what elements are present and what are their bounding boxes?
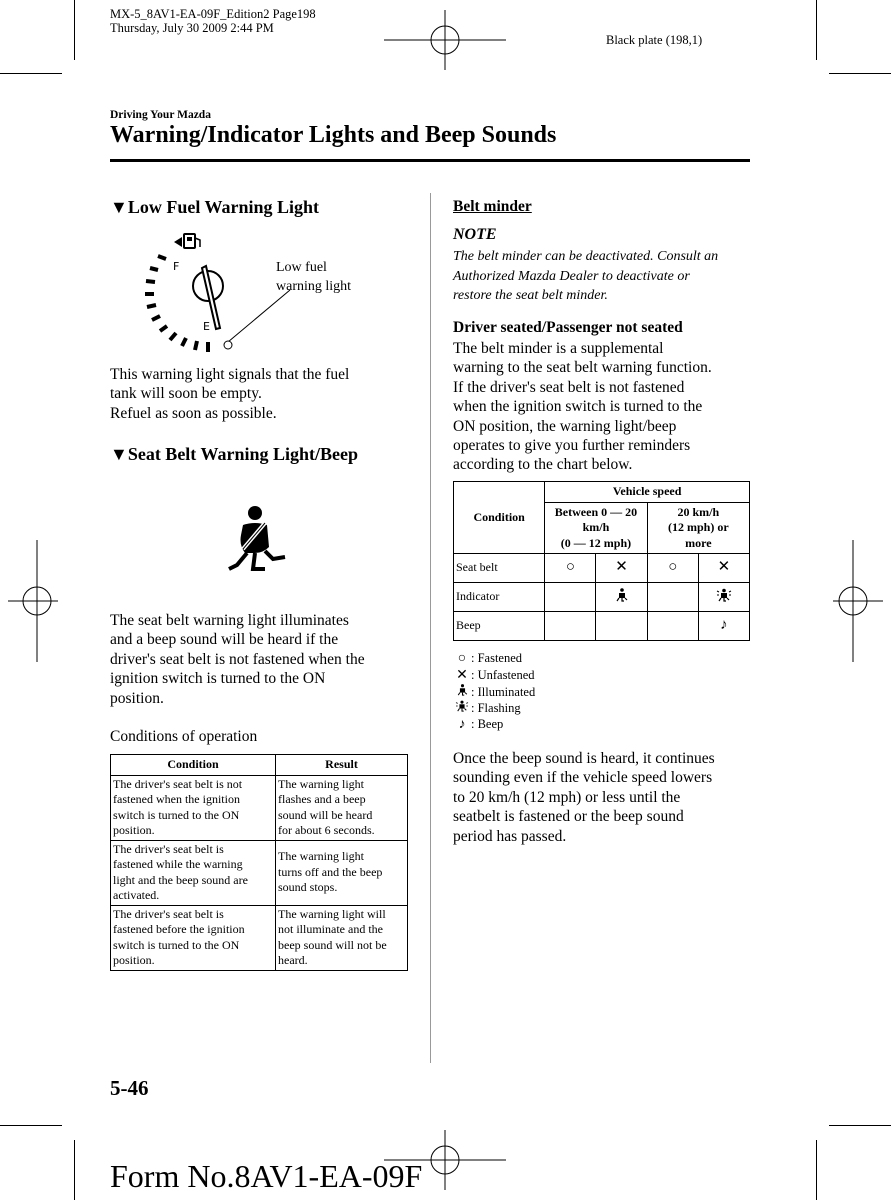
text-line: seatbelt is fastened or the beep sound bbox=[453, 808, 684, 826]
callout-line bbox=[228, 290, 290, 342]
header-speed-high bbox=[647, 502, 749, 554]
cell-flashing bbox=[698, 583, 749, 612]
text-line: warning to the seat belt warning function. bbox=[453, 359, 712, 377]
condition-cell bbox=[111, 905, 276, 970]
print-header bbox=[110, 7, 316, 35]
page-number: 5-46 bbox=[110, 1076, 149, 1100]
cell-line: 20 km/h bbox=[677, 504, 720, 519]
table-row bbox=[111, 840, 408, 905]
title-rule bbox=[110, 159, 750, 162]
cell-unfastened: ✕ bbox=[596, 554, 647, 583]
gauge-f-label: F bbox=[173, 260, 180, 273]
conditions-title: Conditions of operation bbox=[110, 728, 258, 745]
cell-line: (12 mph) or bbox=[667, 520, 729, 534]
conditions-table bbox=[110, 754, 408, 971]
date-line: Thursday, July 30 2009 2:44 PM bbox=[110, 21, 274, 35]
fastened-icon: ○ bbox=[457, 651, 467, 666]
beep-icon: ♪ bbox=[458, 717, 466, 732]
text-line: position. bbox=[110, 689, 164, 707]
note-label: NOTE bbox=[453, 226, 497, 243]
header-condition: Condition bbox=[454, 482, 545, 554]
cell-line: activated. bbox=[113, 888, 160, 902]
column-divider bbox=[430, 193, 431, 1063]
cell-line: position. bbox=[113, 953, 155, 967]
text-line: driver's seat belt is not fastened when the bbox=[110, 650, 365, 668]
callout-line2: warning light bbox=[276, 279, 352, 294]
plate-label: Black plate (198,1) bbox=[606, 33, 703, 47]
seatbelt-flashing-icon bbox=[716, 588, 732, 602]
symbol-legend bbox=[453, 650, 535, 733]
cell-line: sound stops. bbox=[278, 880, 338, 895]
note-line: restore the seat belt minder. bbox=[453, 288, 608, 303]
callout-line1: Low fuel bbox=[276, 260, 327, 275]
text-line: and a beep sound will be heard if the bbox=[110, 631, 339, 649]
registration-mark-right bbox=[833, 540, 883, 662]
text-line: ignition switch is turned to the ON bbox=[110, 670, 326, 688]
cell-line: not illuminate and the bbox=[278, 922, 383, 936]
cell-line: The driver's seat belt is bbox=[113, 841, 224, 856]
cell-empty bbox=[647, 583, 698, 612]
cell-line: fastened when the ignition bbox=[113, 792, 240, 806]
result-cell bbox=[276, 840, 408, 905]
note-line: The belt minder can be deactivated. Consult an bbox=[453, 249, 719, 264]
cell-line: The warning light will bbox=[278, 906, 386, 921]
row-label: Beep bbox=[454, 612, 545, 641]
seatbelt-illuminated-icon bbox=[616, 588, 628, 602]
section-label: Driving Your Mazda bbox=[110, 109, 211, 121]
cell-line: turns off and the beep bbox=[278, 864, 383, 879]
table-row bbox=[454, 612, 750, 641]
closing-text bbox=[453, 749, 715, 846]
legend-item bbox=[453, 650, 535, 667]
cell-line: The warning light bbox=[278, 849, 364, 864]
legend-text: : Illuminated bbox=[471, 685, 536, 699]
cell-line: The driver's seat belt is not bbox=[113, 776, 243, 791]
header-speed-low bbox=[545, 502, 647, 554]
legend-item bbox=[453, 684, 535, 700]
seat-belt-warning-icon bbox=[225, 505, 287, 573]
warning-light-dot bbox=[224, 341, 232, 349]
header-condition: Condition bbox=[111, 755, 276, 776]
cell-beep: ♪ bbox=[698, 612, 749, 641]
registration-mark-left bbox=[8, 540, 58, 662]
cell-empty bbox=[596, 612, 647, 641]
result-cell bbox=[276, 775, 408, 840]
text-line: tank will soon be empty. bbox=[110, 385, 262, 403]
cell-fastened: ○ bbox=[545, 554, 596, 583]
text-line: ON position, the warning light/beep bbox=[453, 417, 677, 435]
cell-illuminated bbox=[596, 583, 647, 612]
cell-line: position. bbox=[113, 823, 155, 837]
gauge-e-label: E bbox=[203, 320, 210, 333]
cell-line: flashes and a beep bbox=[278, 792, 366, 806]
belt-minder-heading: Belt minder bbox=[453, 198, 532, 215]
text-line: to 20 km/h (12 mph) or less until the bbox=[453, 788, 681, 806]
cell-empty bbox=[647, 612, 698, 641]
seat-belt-heading: ▼Seat Belt Warning Light/Beep bbox=[110, 444, 359, 464]
header-vehicle-speed: Vehicle speed bbox=[545, 482, 750, 503]
text-line: If the driver's seat belt is not fastened bbox=[453, 378, 685, 396]
cell-line: switch is turned to the ON bbox=[113, 807, 240, 822]
fuel-pump-icon bbox=[174, 234, 200, 248]
text-line: Refuel as soon as possible. bbox=[110, 404, 277, 422]
row-label: Indicator bbox=[454, 583, 545, 612]
seat-belt-text bbox=[110, 611, 365, 708]
legend-text: : Beep bbox=[471, 717, 504, 731]
cell-line: heard. bbox=[278, 953, 308, 967]
flashing-icon bbox=[453, 700, 471, 716]
page-title: Warning/Indicator Lights and Beep Sounds bbox=[110, 122, 557, 148]
header-result: Result bbox=[276, 755, 408, 776]
cell-line: fastened before the ignition bbox=[113, 922, 245, 936]
cell-fastened: ○ bbox=[647, 554, 698, 583]
table-row bbox=[111, 905, 408, 970]
legend-text: : Unfastened bbox=[471, 668, 535, 682]
cell-empty bbox=[545, 583, 596, 612]
legend-item bbox=[453, 700, 535, 716]
legend-text: : Fastened bbox=[471, 651, 523, 665]
result-cell bbox=[276, 905, 408, 970]
cell-line: more bbox=[685, 535, 712, 550]
text-line: according to the chart below. bbox=[453, 456, 633, 474]
cell-unfastened: ✕ bbox=[698, 554, 749, 583]
note-line: Authorized Mazda Dealer to deactivate or bbox=[453, 268, 690, 284]
text-line: when the ignition switch is turned to the bbox=[453, 398, 703, 416]
table-row bbox=[111, 775, 408, 840]
vehicle-speed-table bbox=[453, 481, 750, 641]
table-row bbox=[454, 554, 750, 583]
table-header-row bbox=[454, 482, 750, 503]
cell-line: The warning light bbox=[278, 776, 364, 791]
cell-line: sound will be heard bbox=[278, 807, 373, 822]
driver-seated-heading: Driver seated/Passenger not seated bbox=[453, 319, 683, 336]
text-line: The belt minder is a supplemental bbox=[453, 340, 664, 357]
cell-empty bbox=[545, 612, 596, 641]
form-number: Form No.8AV1-EA-09F bbox=[110, 1158, 423, 1194]
unfastened-icon: ✕ bbox=[456, 668, 468, 683]
cell-line: fastened while the warning bbox=[113, 857, 243, 871]
registration-mark-top bbox=[384, 10, 506, 70]
legend-item bbox=[453, 716, 535, 733]
cell-line: The driver's seat belt is bbox=[113, 906, 224, 921]
file-line: MX-5_8AV1-EA-09F_Edition2 Page198 bbox=[110, 7, 316, 21]
text-line: The seat belt warning light illuminates bbox=[110, 612, 349, 629]
condition-cell bbox=[111, 775, 276, 840]
cell-line: km/h bbox=[582, 520, 610, 534]
text-line: This warning light signals that the fuel bbox=[110, 366, 350, 383]
note-text bbox=[453, 247, 718, 306]
table-header-row bbox=[111, 755, 408, 776]
cell-line: beep sound will not be bbox=[278, 937, 387, 952]
illuminated-icon bbox=[453, 684, 471, 700]
legend-text: : Flashing bbox=[471, 701, 521, 715]
belt-minder-text bbox=[453, 339, 712, 475]
row-label: Seat belt bbox=[454, 554, 545, 583]
low-fuel-heading: ▼Low Fuel Warning Light bbox=[110, 197, 320, 217]
text-line: operates to give you further reminders bbox=[453, 437, 691, 455]
legend-item bbox=[453, 667, 535, 684]
cell-line: Between 0 — 20 bbox=[554, 504, 638, 519]
low-fuel-text bbox=[110, 365, 349, 423]
table-row bbox=[454, 583, 750, 612]
text-line: period has passed. bbox=[453, 827, 567, 845]
cell-line: switch is turned to the ON bbox=[113, 937, 240, 952]
cell-line: (0 — 12 mph) bbox=[560, 535, 632, 550]
text-line: sounding even if the vehicle speed lowers bbox=[453, 769, 713, 787]
condition-cell bbox=[111, 840, 276, 905]
low-fuel-callout bbox=[276, 258, 351, 296]
text-line: Once the beep sound is heard, it continues bbox=[453, 750, 715, 767]
cell-line: light and the beep sound are bbox=[113, 872, 248, 887]
cell-line: for about 6 seconds. bbox=[278, 823, 375, 837]
